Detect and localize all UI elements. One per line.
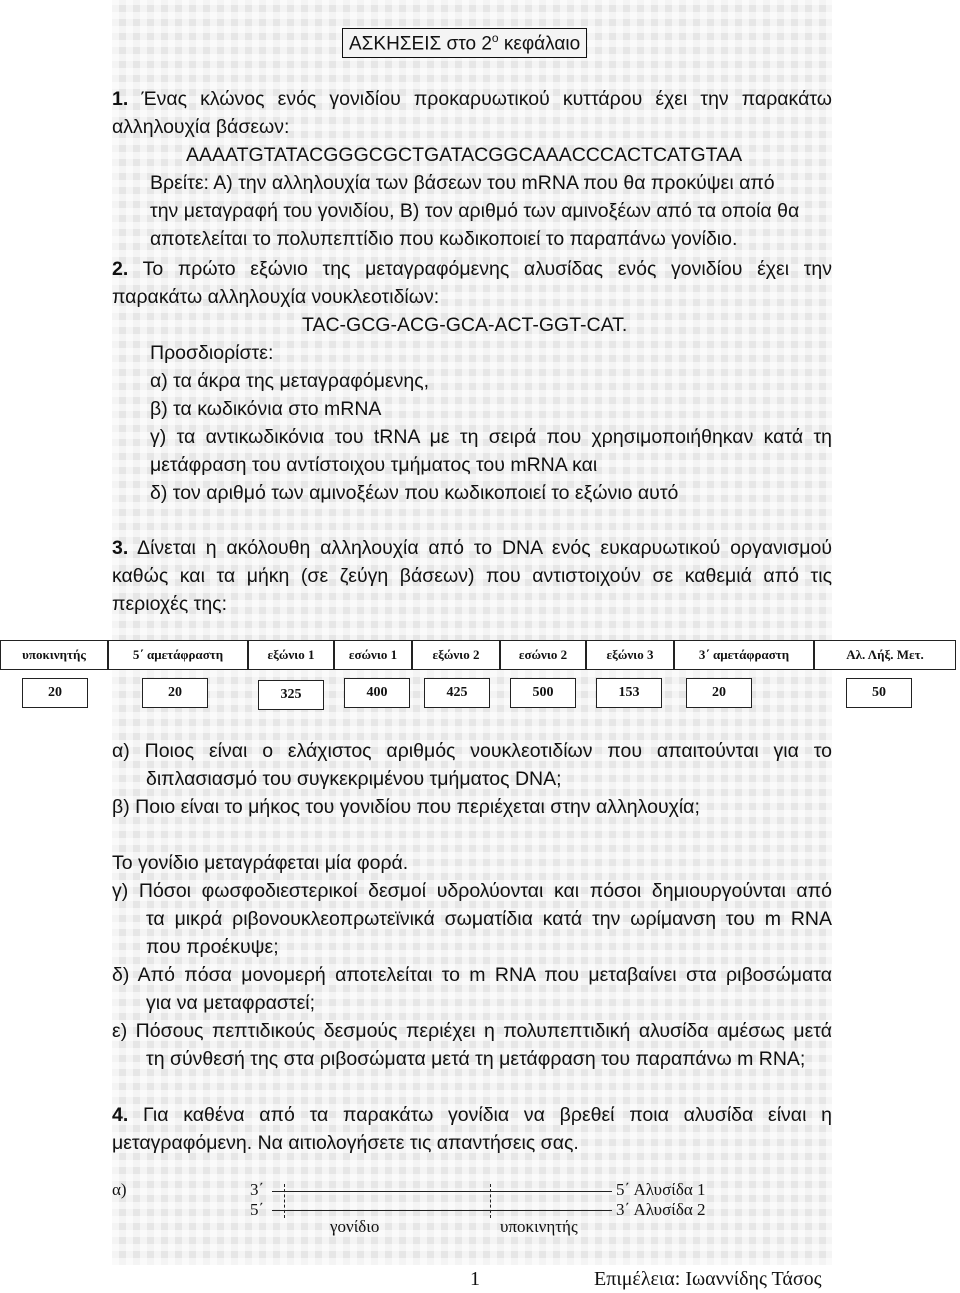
length-3utr: 20 [686,678,752,708]
diagram-gene-start-marker [284,1184,285,1218]
footer-author: Επιμέλεια: Ιωαννίδης Τάσος [594,1268,822,1290]
ex4-line1: 4. Για καθένα από τα παρακάτω γονίδια να βρεθεί ποια αλυσίδα είναι η [112,1104,832,1126]
length-stop-signal: 50 [846,678,912,708]
ex3-question-c1: γ) Πόσοι φωσφοδιεστερικοί δεσμοί υδρολύονται και πόσοι δημιουργούνται από [112,880,832,902]
ex2-item-c2: μετάφραση του αντίστοιχου τμήματος του mRNA και [150,454,598,476]
ex1-line1: 1. Ένας κλώνος ενός γονιδίου προκαρυωτικού κυττάρου έχει την παρακάτω [112,88,832,110]
ex1-line5: αποτελείται το πολυπεπτίδιο που κωδικοποιεί το παραπάνω γονίδιο. [150,228,738,250]
diagram-gene-end-marker [490,1184,491,1218]
ex3-question-d2: για να μεταφραστεί; [146,992,316,1014]
length-5utr: 20 [142,678,208,708]
ex1-line4: την μεταγραφή του γονιδίου, Β) τον αριθμό των αμινοξέων από τα οποία θα [150,200,800,222]
region-exon-2: εξώνιο 2 [412,640,500,670]
ex3-question-e1: ε) Πόσους πεπτιδικούς δεσμούς περιέχει η πολυπεπτιδική αλυσίδα αμέσως μετά [112,1020,832,1042]
region-3utr: 3΄ αμετάφραστη [674,640,814,670]
diagram-strand2-left-end: 5΄ [250,1200,265,1219]
region-intron-1: εσώνιο 1 [334,640,412,670]
ex3-line3: περιοχές της: [112,593,228,615]
ex2-item-d: δ) τον αριθμό των αμινοξέων που κωδικοποιεί το εξώνιο αυτό [150,482,679,504]
diagram-promoter-label: υποκινητής [500,1217,578,1236]
ex1-line3: Βρείτε: Α) την αλληλουχία των βάσεων του mRNA που θα προκύψει από [150,172,775,194]
ex2-item-c1: γ) τα αντικωδικόνια του tRNA με τη σειρά που χρησιμοποιήθηκαν κατά τη [150,426,832,448]
ex2-line3: Προσδιορίστε: [150,342,274,364]
ex2-line1: 2. Το πρώτο εξώνιο της μεταγραφόμενης αλυσίδας ενός γονιδίου έχει την [112,258,832,280]
ex3-line1: 3. Δίνεται η ακόλουθη αλληλουχία από το DNA ενός ευκαρυωτικού οργανισμού [112,537,832,559]
region-exon-1: εξώνιο 1 [248,640,334,670]
ex2-item-a: α) τα άκρα της μεταγραφόμενης, [150,370,430,392]
ex3-question-d1: δ) Από πόσα μονομερή αποτελείται το m RNA που μεταβαίνει στα ριβοσώματα [112,964,832,986]
length-exon-1: 325 [258,680,324,710]
ex3-question-b: β) Ποιο είναι το μήκος του γονιδίου που περιέχεται στην αλληλουχία; [112,796,700,818]
diagram-strand-2 [272,1210,612,1211]
ex3-question-c3: που προέκυψε; [146,936,279,958]
ex3-question-a2: διπλασιασμό του συγκεκριμένου τμήματος DNA; [146,768,562,790]
diagram-gene-label: γονίδιο [330,1217,380,1236]
ex3-line2: καθώς και τα μήκη (σε ζεύγη βάσεων) που αντιστοιχούν σε καθεμιά από τις [112,565,832,587]
diagram-strand2-right-end: 3΄ Αλυσίδα 2 [616,1200,706,1219]
ex4-line2: μεταγραφόμενη. Να αιτιολογήσετε τις απαντήσεις σας. [112,1132,579,1154]
ex1-sequence: AAAATGTATACGGGCGCTGATACGGCAAACCCACTCATGTAA [186,144,743,166]
length-exon-2: 425 [424,678,490,708]
ex2-line2: παρακάτω αλληλουχία νουκλεοτιδίων: [112,286,440,308]
length-intron-2: 500 [510,678,576,708]
ex3-question-a1: α) Ποιος είναι ο ελάχιστος αριθμός νουκλεοτιδίων που απαιτούνται για το [112,740,832,762]
region-exon-3: εξώνιο 3 [586,640,674,670]
region-intron-2: εσώνιο 2 [500,640,586,670]
diagram-strand1-right-end: 5΄ Αλυσίδα 1 [616,1180,706,1199]
region-5utr: 5΄ αμετάφραστη [108,640,248,670]
page-number: 1 [470,1268,480,1290]
page-title: ΑΣΚΗΣΕΙΣ στο $2^o$ κεφάλαιο [342,28,587,58]
ex3-note: Το γονίδιο μεταγράφεται μία φορά. [112,852,409,874]
length-exon-3: 153 [596,678,662,708]
ex2-sequence: TAC-GCG-ACG-GCA-ACT-GGT-CAT. [302,314,628,336]
length-promoter: 20 [22,678,88,708]
ex3-question-c2: τα μικρά ριβονουκλεοπρωτεϊνικά σωματίδια κατά την ωρίμανση του m RNA [146,908,832,930]
diagram-strand1-left-end: 3΄ [250,1180,265,1199]
ex1-line2: αλληλουχία βάσεων: [112,116,290,138]
diagram-label: α) [112,1180,127,1199]
diagram-strand-1 [272,1191,612,1192]
length-intron-1: 400 [344,678,410,708]
ex3-question-e2: τη σύνθεσή της στα ριβοσώματα μετά τη μετάφραση του παραπάνω m RNA; [146,1048,806,1070]
ex2-item-b: β) τα κωδικόνια στο mRNA [150,398,382,420]
region-stop-signal: Αλ. Λήξ. Μετ. [814,640,956,670]
region-promoter: υποκινητής [0,640,108,670]
